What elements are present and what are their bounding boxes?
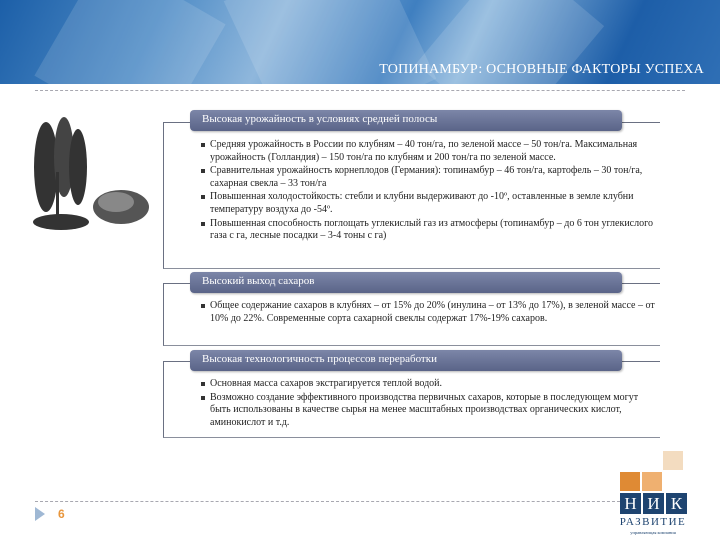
triangle-icon [35, 507, 45, 521]
bullet: Повышенная холодостойкость: стебли и клубни выдерживают до -10º, оставленные в земле клубни температуру воздуха до -54º. [200, 191, 655, 216]
header-banner [0, 0, 720, 84]
bullet: Общее содержание сахаров в клубнях – от 15% до 20% (инулина – от 13% до 17%), в зеленой массе – от 10% до 22%. Современные сорта сахарной свеклы содержат 17%-19% сахаров. [200, 300, 655, 325]
slide-title: ТОПИНАМБУР: ОСНОВНЫЕ ФАКТОРЫ УСПЕХА [379, 62, 704, 77]
bullet: Средняя урожайность в России по клубням – 40 тон/га, по зеленой массе – 50 тон/га. Максимальная урожайность (Голландия) – 150 тон/га по клубням и 200 тон/га по зеленой массе. [200, 139, 655, 164]
jerusalem-artichoke-illustration [16, 112, 156, 232]
section-header-yield: Высокая урожайность в условиях средней полосы [190, 110, 622, 131]
logo-letter: Н [620, 493, 641, 514]
bullet: Основная масса сахаров экстрагируется теплой водой. [200, 378, 655, 391]
section-header-processing: Высокая технологичность процессов переработки [190, 350, 622, 371]
divider [35, 90, 685, 91]
bullet: Повышенная способность поглощать углекислый газ из атмосферы (топинамбур – до 6 тон углекислого газа с га, лесные посадки – 3-4 тоны с га) [200, 218, 655, 243]
bullet: Сравнительная урожайность корнеплодов (Германия): топинамбур – 46 тон/га, картофель – 30 тон/га, сахарная свекла – 33 тон/га [200, 165, 655, 190]
logo-letter: И [643, 493, 664, 514]
footer-divider [35, 501, 625, 502]
logo-name: РАЗВИТИЕ [619, 516, 687, 528]
processing-bullets [200, 378, 655, 430]
page-number: 6 [58, 507, 65, 521]
yield-bullets [200, 139, 655, 244]
bullet: Возможно создание эффективного производства первичных сахаров, которые в последующем могут быть использованы в качестве сырья на менее масштабных производствах органических кислот, аминокислот и т.д. [200, 392, 655, 430]
logo-letter: К [666, 493, 687, 514]
logo-tagline: управляющая компания [630, 530, 676, 535]
sugar-bullets [200, 300, 655, 326]
section-header-sugar: Высокий выход сахаров [190, 272, 622, 293]
